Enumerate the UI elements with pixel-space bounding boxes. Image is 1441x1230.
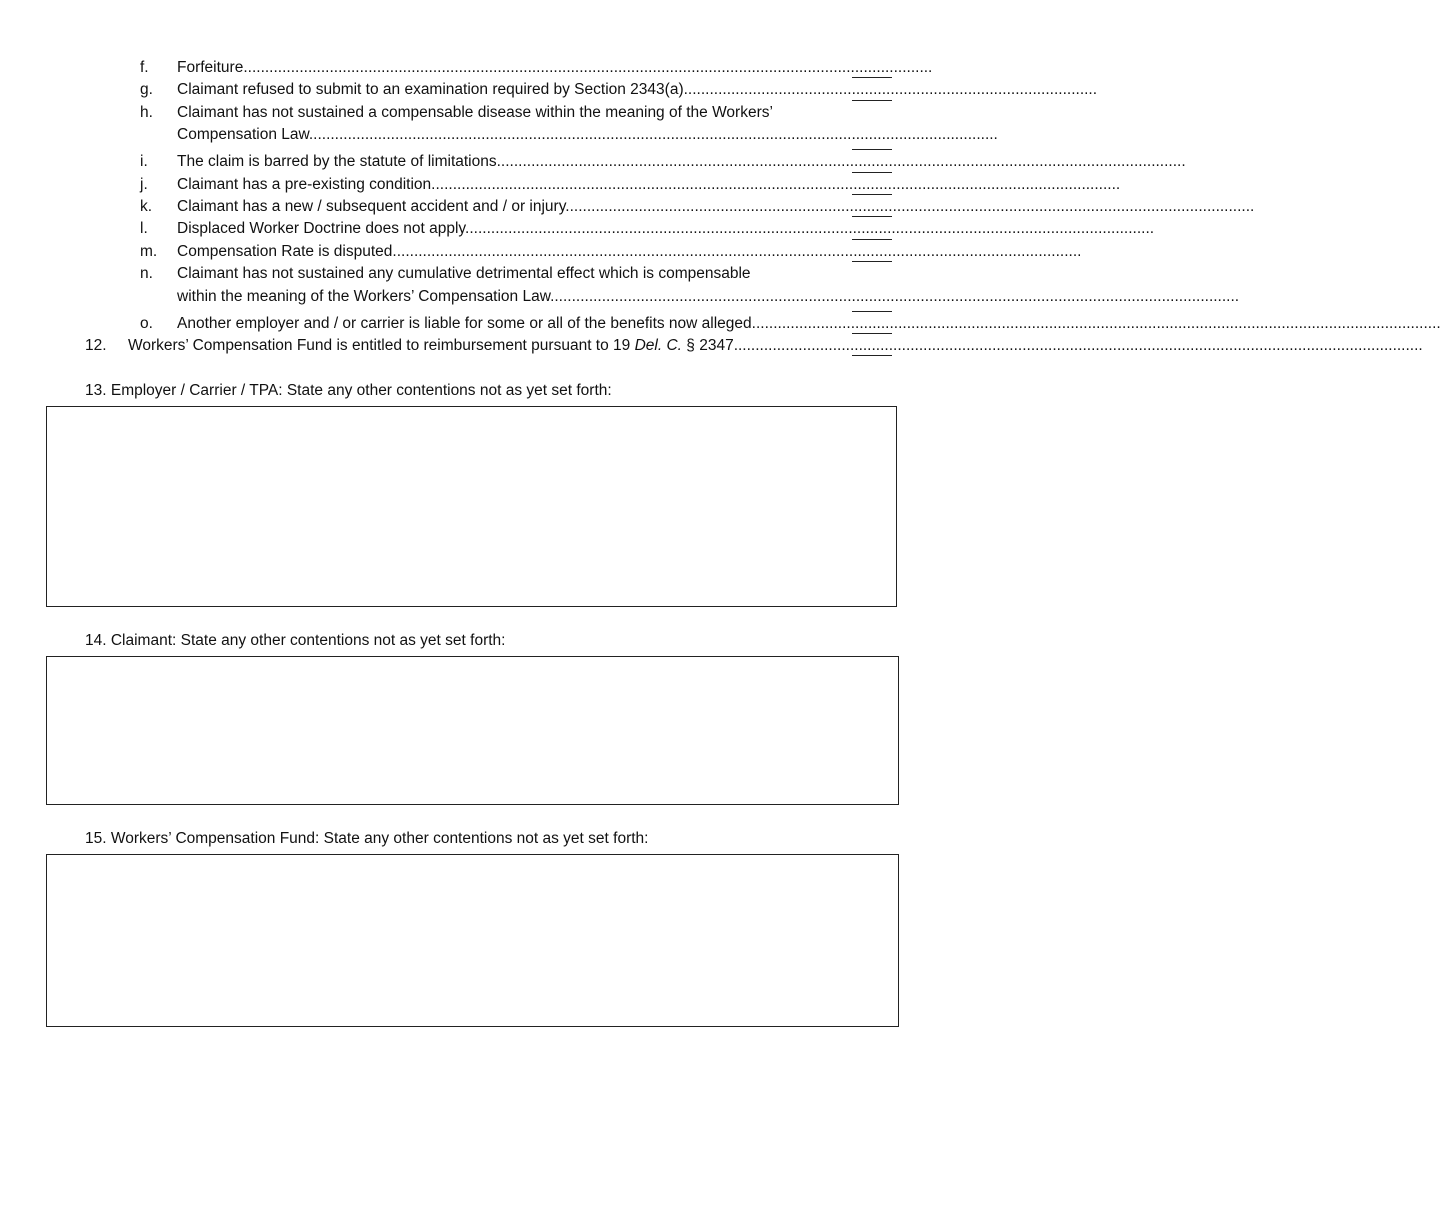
item-letter: j. xyxy=(140,176,148,193)
item-text: within the meaning of the Workers’ Compensation Law................................................................................................................................................................ xyxy=(177,288,1240,305)
item-letter: i. xyxy=(140,153,148,170)
answer-blank-k[interactable] xyxy=(852,216,892,217)
item-text: Workers’ Compensation Fund is entitled to reimbursement pursuant to 19 Del. C. § 2347................................................................................................................................................................ xyxy=(128,337,1423,354)
section-13-textbox[interactable] xyxy=(46,406,897,607)
answer-blank-f[interactable] xyxy=(852,77,892,78)
item-text: Claimant has not sustained any cumulative detrimental effect which is compensable xyxy=(177,265,751,282)
item-text: Displaced Worker Doctrine does not apply................................................................................................................................................................ xyxy=(177,220,1155,237)
item-text: Claimant has a new / subsequent accident and / or injury................................................................................................................................................................ xyxy=(177,198,1255,215)
answer-blank-n[interactable] xyxy=(852,311,892,312)
item-letter: k. xyxy=(140,198,153,215)
item-letter: n. xyxy=(140,265,153,282)
section-15-textbox[interactable] xyxy=(46,854,899,1027)
item-letter: g. xyxy=(140,81,153,98)
item-text: Claimant has not sustained a compensable disease within the meaning of the Workers’ xyxy=(177,104,773,121)
item-letter: m. xyxy=(140,243,158,260)
item-text: The claim is barred by the statute of limitations................................................................................................................................................................ xyxy=(177,153,1186,170)
answer-blank-g[interactable] xyxy=(852,100,892,101)
item-text: Another employer and / or carrier is liable for some or all of the benefits now alleged................................................................................................................................................................ xyxy=(177,315,1441,332)
answer-blank-l[interactable] xyxy=(852,239,892,240)
answer-blank-m[interactable] xyxy=(852,261,892,262)
answer-blank-h[interactable] xyxy=(852,149,892,150)
item-letter: l. xyxy=(140,220,148,237)
item-text: Compensation Law................................................................................................................................................................ xyxy=(177,126,998,143)
section-14-textbox[interactable] xyxy=(46,656,899,805)
item-number: 12. xyxy=(85,337,107,354)
item-text: Claimant has a pre-existing condition................................................................................................................................................................ xyxy=(177,176,1121,193)
answer-blank-j[interactable] xyxy=(852,194,892,195)
answer-blank-12[interactable] xyxy=(852,355,892,356)
item-letter: h. xyxy=(140,104,153,121)
item-text: Claimant refused to submit to an examination required by Section 2343(a)................................................................................................ xyxy=(177,81,1098,98)
item-text: Forfeiture................................................................................................................................................................ xyxy=(177,59,933,76)
section-15-label: 15. Workers’ Compensation Fund: State any other contentions not as yet set forth: xyxy=(85,830,649,847)
section-14-label: 14. Claimant: State any other contentions not as yet set forth: xyxy=(85,632,506,649)
item-text: Compensation Rate is disputed................................................................................................................................................................ xyxy=(177,243,1082,260)
answer-blank-i[interactable] xyxy=(852,172,892,173)
answer-blank-o[interactable] xyxy=(852,333,892,334)
section-13-label: 13. Employer / Carrier / TPA: State any other contentions not as yet set forth: xyxy=(85,382,612,399)
item-letter: f. xyxy=(140,59,149,76)
item-letter: o. xyxy=(140,315,153,332)
